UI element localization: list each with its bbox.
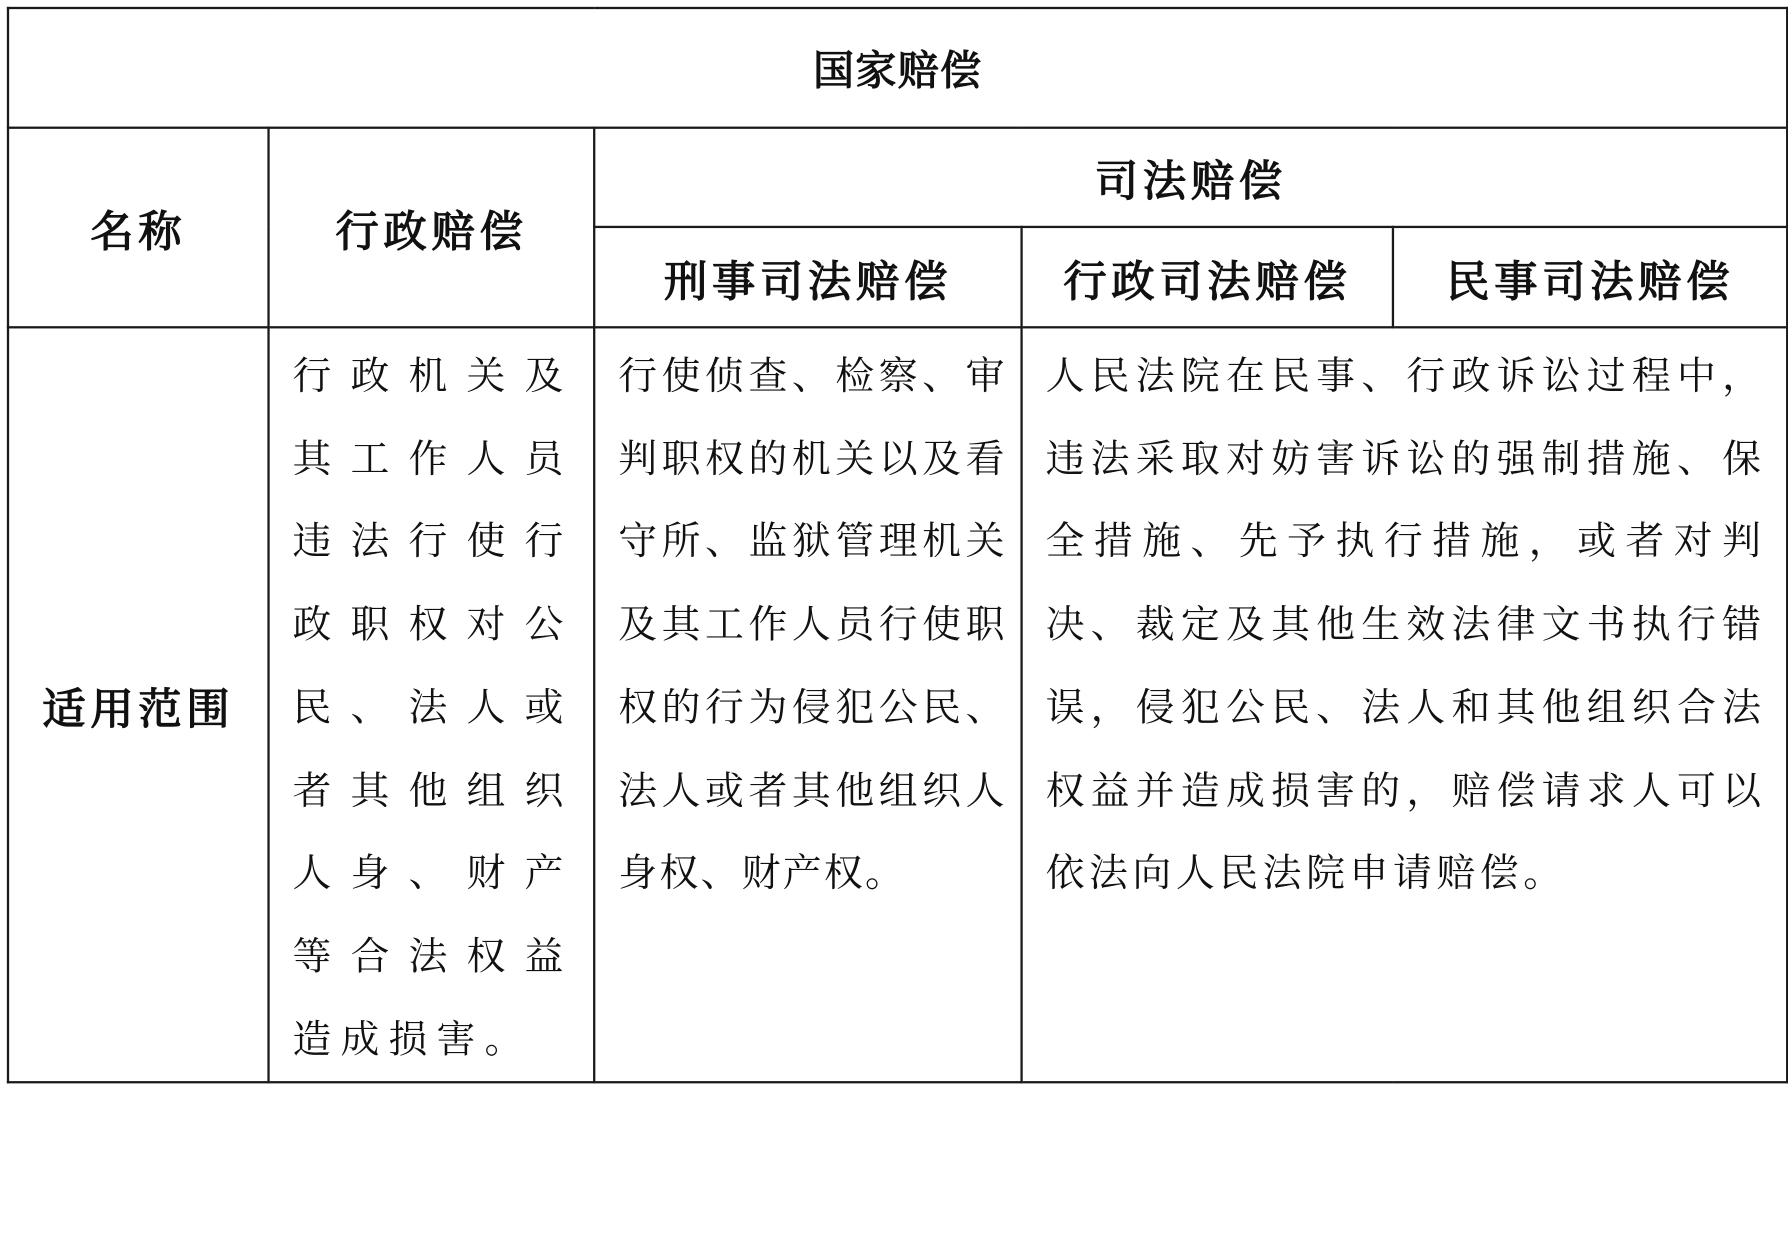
admin-judicial-header: 行政司法赔偿 <box>1022 227 1393 327</box>
criminal-scope-cell: 行使侦查、检察、审判职权的机关以及看守所、监狱管理机关及其工作人员行使职权的行为侵犯公民、法人或者其他组织人身权、财产权。 <box>594 327 1021 1082</box>
admin-compensation-header: 行政赔偿 <box>269 128 595 328</box>
admin-scope-cell: 行政机关及其工作人员违法行使行政职权对公民、法人或者其他组织人身、财产等合法权益造成损害。 <box>269 327 595 1082</box>
state-compensation-table <box>7 7 1788 1084</box>
civil-admin-judicial-scope-cell: 人民法院在民事、行政诉讼过程中，违法采取对妨害诉讼的强制措施、保全措施、先予执行措施，或者对判决、裁定及其他生效法律文书执行错误，侵犯公民、法人和其他组织合法权益并造成损害的，赔偿请求人可以依法向人民法院申请赔偿。 <box>1022 327 1788 1082</box>
scope-row-label: 适用范围 <box>8 327 269 1082</box>
judicial-compensation-header: 司法赔偿 <box>594 128 1787 227</box>
name-column-header: 名称 <box>8 128 269 328</box>
table-title: 国家赔偿 <box>8 8 1787 128</box>
criminal-judicial-header: 刑事司法赔偿 <box>594 227 1021 327</box>
civil-judicial-header: 民事司法赔偿 <box>1393 227 1787 327</box>
